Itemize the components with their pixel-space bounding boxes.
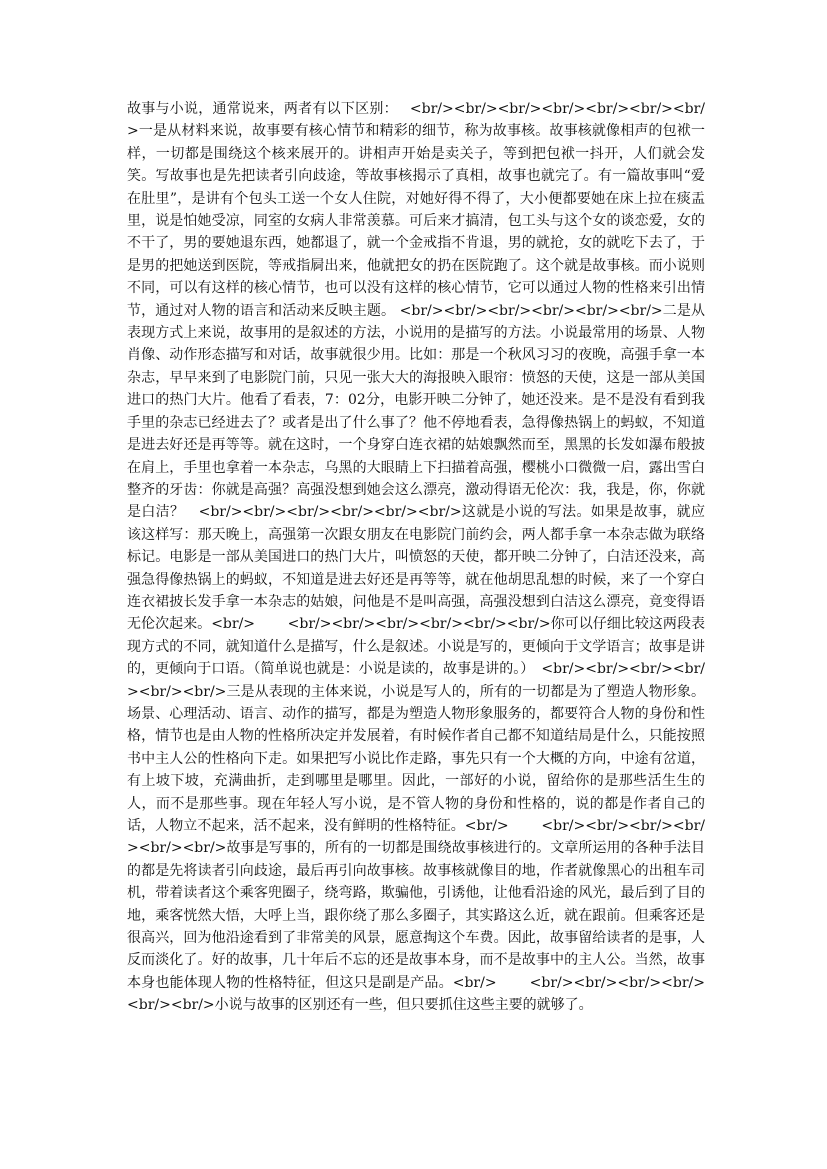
article-body-text: 故事与小说，通常说来，两者有以下区别： <br/><br/><br/><br/><br/><br/><br/>一是从材料来说，故事要有核心情节和精彩的细节，称为故事核。故事核就像相声的包袱一样，一切都是围绕这个核来展开的。讲相声开始是卖关子，等到把包袱一抖开，人们就会发笑。写故事也是先把读者引向歧途，等故事核揭示了真相，故事也就完了。有一篇故事叫“爱在肚里”，是讲有个包头工送一个女人住院，对她好得不得了，大小便都要她在床上拉在痰盂里，说是怕她受凉，同室的女病人非常羡慕。可后来才搞清，包工头与这个女的谈恋爱，女的不干了，男的要她退东西，她都退了，就一个金戒指不肯退，男的就抢，女的就吃下去了，于是男的把她送到医院，等戒指屙出来，他就把女的扔在医院跑了。这个就是故事核。而小说则不同，可以有这样的核心情节，也可以没有这样的核心情节，它可以通过人物的性格来引出情节，通过对人物的语言和活动来反映主题。 <br/><br/><br/><br/><br/><br/>二是从表现方式上来说，故事用的是叙述的方法，小说用的是描写的方法。小说最常用的场景、人物肖像、动作形态描写和对话，故事就很少用。比如：那是一个秋风习习的夜晚，高强手拿一本杂志，早早来到了电影院门前，只见一张大大的海报映入眼帘：愤怒的天使，这是一部从美国进口的热门大片。他看了看表，7：02分，电影开映二分钟了，她还没来。是不是没有看到我手里的杂志已经进去了？或者是出了什么事了？他不停地看表，急得像热锅上的蚂蚁，不知道是进去好还是再等等。就在这时，一个身穿白连衣裙的姑娘飘然而至，黑黑的长发如瀑布般披在肩上，手里也拿着一本杂志，乌黑的大眼睛上下扫描着高强，樱桃小口微微一启，露出雪白整齐的牙齿：你就是高强？高强没想到她会这么漂亮，激动得语无伦次：我，我是，你，你就是白洁？ <br/><br/><br/><br/><br/><br/>这就是小说的写法。如果是故事，就应该这样写：那天晚上，高强第一次跟女朋友在电影院门前约会，两人都手拿一本杂志做为联络标记。电影是一部从美国进口的热门大片，叫愤怒的天使，都开映二分钟了，白洁还没来，高强急得像热锅上的蚂蚁，不知道是进去好还是再等等，就在他胡思乱想的时候，来了一个穿白连衣裙披长发手拿一本杂志的姑娘，问他是不是叫高强，高强没想到白洁这么漂亮，竟变得语无伦次起来。<br/> <br/><br/><br/><br/><br/><br/>你可以仔细比较这两段表现方式的不同，就知道什么是描写，什么是叙述。小说是写的，更倾向于文学语言；故事是讲的，更倾向于口语。（简单说也就是：小说是读的，故事是讲的。） <br/><br/><br/><br/><br/><br/>三是从表现的主体来说，小说是写人的，所有的一切都是为了塑造人物形象。场景、心理活动、语言、动作的描写，都是为塑造人物形象服务的，都要符合人物的身份和性格，情节也是由人物的性格所决定并发展着，有时候作者自己都不知道结局是什么，只能按照书中主人公的性格向下走。如果把写小说比作走路，事先只有一个大概的方向，中途有岔道，有上坡下坡，充满曲折，走到哪里是哪里。因此，一部好的小说，留给你的是那些活生生的人，而不是那些事。现在年轻人写小说，是不管人物的身份和性格的，说的都是作者自己的话，人物立不起来，活不起来，没有鲜明的性格特征。<br/> <br/><br/><br/><br/><br/><br/>故事是写事的，所有的一切都是围绕故事核进行的。文章所运用的各种手法目的都是先将读者引向歧途，最后再引向故事核。故事核就像目的地，作者就像黑心的出租车司机，带着读者这个乘客兜圈子，绕弯路，欺骗他，引诱他，让他看沿途的风光，最后到了目的地，乘客恍然大悟，大呼上当，跟你绕了那么多圈子，其实路这么近，就在跟前。但乘客还是很高兴，回为他沿途看到了非常美的风景，愿意掏这个车费。因此，故事留给读者的是事，人反而淡化了。好的故事，几十年后不忘的还是故事本身，而不是故事中的主人公。当然，故事本身也能体现人物的性格特征，但这只是副是产品。<br/> <br/><br/><br/><br/><br/><br/>小说与故事的区别还有一些，但只要抓住这些主要的就够了。 — [127, 101, 705, 1014]
